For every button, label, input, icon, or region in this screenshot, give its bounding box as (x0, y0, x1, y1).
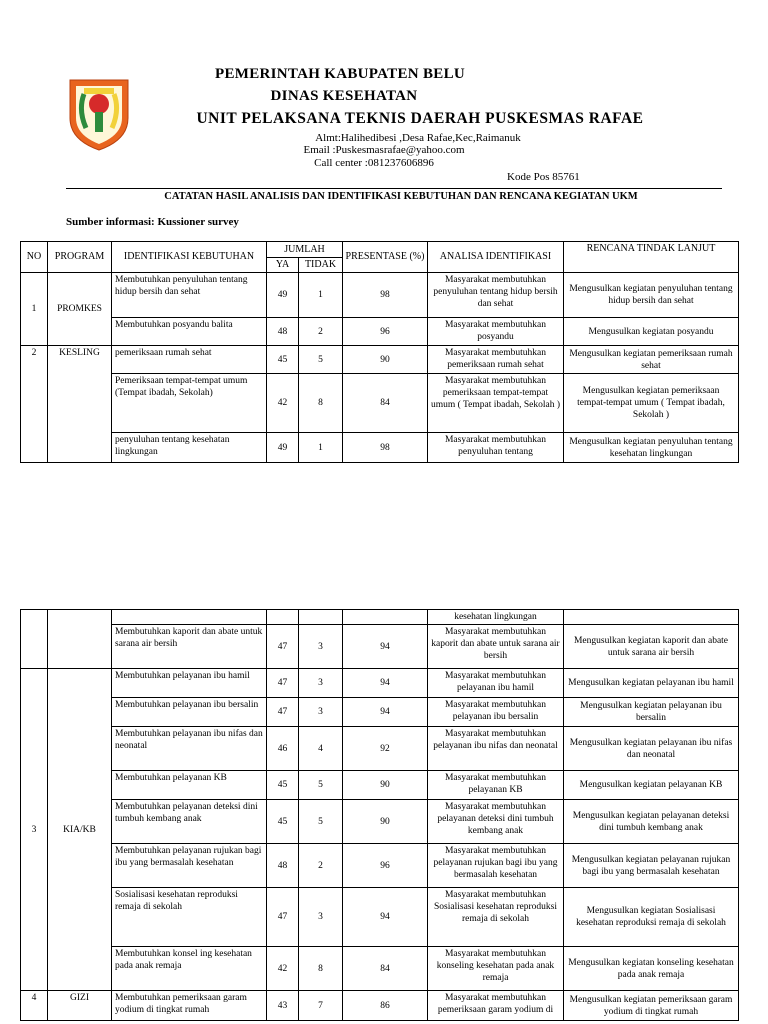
cell-program: KESLING (48, 346, 112, 463)
cell-tidak: 1 (299, 433, 343, 463)
cell-analisa: Masyarakat membutuhkan pelayanan rujukan bagi ibu yang bermasalah kesehatan (428, 844, 564, 888)
cell-analisa: Masyarakat membutuhkan Sosialisasi kesehatan reproduksi remaja di sekolah (428, 888, 564, 947)
cell-analisa: Masyarakat membutuhkan konseling kesehatan pada anak remaja (428, 947, 564, 991)
col-header-ya: YA (267, 258, 299, 273)
cell-identifikasi: Membutuhkan pelayanan ibu hamil (112, 669, 267, 698)
col-header-identifikasi: IDENTIFIKASI KEBUTUHAN (112, 242, 267, 273)
col-header-program: PROGRAM (48, 242, 112, 273)
cell-presentase: 86 (343, 991, 428, 1021)
table-row (21, 727, 739, 771)
cell-identifikasi: Membutuhkan pemeriksaan garam yodium di tingkat rumah (112, 991, 267, 1021)
cell-presentase: 84 (343, 947, 428, 991)
cell-tidak: 3 (299, 625, 343, 669)
cell-program: PROMKES (48, 273, 112, 346)
cell-ya: 49 (267, 433, 299, 463)
cell-presentase: 84 (343, 374, 428, 433)
cell-presentase: 96 (343, 318, 428, 346)
document-title: CATATAN HASIL ANALISIS DAN IDENTIFIKASI KEBUTUHAN DAN RENCANA KEGIATAN UKM (164, 191, 638, 202)
cell-tidak: 5 (299, 346, 343, 374)
cell-identifikasi: Pemeriksaan tempat-tempat umum (Tempat ibadah, Sekolah) (112, 374, 267, 433)
cell-analisa: kesehatan lingkungan (428, 610, 564, 625)
cell-tidak: 3 (299, 888, 343, 947)
table-row (21, 888, 739, 947)
cell-identifikasi: Membutuhkan posyandu balita (112, 318, 267, 346)
cell-presentase: 98 (343, 433, 428, 463)
cell-tidak: 4 (299, 727, 343, 771)
cell-ya: 43 (267, 991, 299, 1021)
cell-identifikasi: Membutuhkan pelayanan rujukan bagi ibu yang bermasalah kesehatan (112, 844, 267, 888)
cell-ya: 42 (267, 374, 299, 433)
cell-presentase: 92 (343, 727, 428, 771)
header-divider (66, 188, 722, 189)
cell-identifikasi: Membutuhkan kaporit dan abate untuk sarana air bersih (112, 625, 267, 669)
table-row (21, 771, 739, 800)
cell-ya: 47 (267, 698, 299, 727)
header-call-center: Call center :081237606896 (314, 157, 434, 169)
cell-rencana: Mengusulkan kegiatan penyuluhan tentang hidup bersih dan sehat (564, 273, 739, 318)
cell-no: 3 (21, 669, 48, 991)
cell-analisa: Masyarakat membutuhkan penyuluhan tentang hidup bersih dan sehat (428, 273, 564, 318)
cell-ya: 47 (267, 669, 299, 698)
cell-presentase: 90 (343, 800, 428, 844)
cell-rencana: Mengusulkan kegiatan penyuluhan tentang kesehatan lingkungan (564, 433, 739, 463)
header-government: PEMERINTAH KABUPATEN BELU (214, 66, 466, 82)
cell-rencana: Mengusulkan kegiatan pemeriksaan tempat-tempat umum ( Tempat ibadah, Sekolah ) (564, 374, 739, 433)
table-row (21, 991, 739, 1021)
table-row (21, 273, 739, 318)
cell-no: 2 (21, 346, 48, 463)
cell-no: 4 (21, 991, 48, 1021)
cell-program: KIA/KB (48, 669, 112, 991)
table-row (21, 346, 739, 374)
cell-identifikasi: Membutuhkan pelayanan deteksi dini tumbuh kembang anak (112, 800, 267, 844)
cell-rencana: Mengusulkan kegiatan kaporit dan abate untuk sarana air bersih (564, 625, 739, 669)
analysis-table-page-1 (20, 241, 739, 463)
col-header-rencana: RENCANA TINDAK LANJUT (564, 242, 739, 273)
cell-identifikasi: pemeriksaan rumah sehat (112, 346, 267, 374)
cell-analisa: Masyarakat membutuhkan posyandu (428, 318, 564, 346)
cell-tidak: 1 (299, 273, 343, 318)
cell-rencana: Mengusulkan kegiatan pelayanan ibu bersalin (564, 698, 739, 727)
cell-program: GIZI (48, 991, 112, 1021)
cell-tidak: 7 (299, 991, 343, 1021)
cell-analisa: Masyarakat membutuhkan pemeriksaan rumah sehat (428, 346, 564, 374)
cell-tidak: 8 (299, 374, 343, 433)
table-row (21, 698, 739, 727)
cell-tidak: 8 (299, 947, 343, 991)
cell-no: 1 (21, 273, 48, 346)
col-header-jumlah: JUMLAH (267, 242, 343, 258)
table-row (21, 625, 739, 669)
analysis-table-page-2 (20, 609, 739, 1021)
cell-rencana: Mengusulkan kegiatan posyandu (564, 318, 739, 346)
cell-analisa: Masyarakat membutuhkan pelayanan KB (428, 771, 564, 800)
cell-presentase: 98 (343, 273, 428, 318)
cell-rencana: Mengusulkan kegiatan pelayanan deteksi dini tumbuh kembang anak (564, 800, 739, 844)
cell-analisa: Masyarakat membutuhkan kaporit dan abate untuk sarana air bersih (428, 625, 564, 669)
cell-presentase: 94 (343, 625, 428, 669)
cell-presentase: 96 (343, 844, 428, 888)
cell-analisa: Masyarakat membutuhkan pelayanan ibu hamil (428, 669, 564, 698)
cell-ya: 47 (267, 888, 299, 947)
cell-ya: 46 (267, 727, 299, 771)
cell-identifikasi: Membutuhkan pelayanan ibu bersalin (112, 698, 267, 727)
cell-identifikasi: penyuluhan tentang kesehatan lingkungan (112, 433, 267, 463)
col-header-analisa: ANALISA IDENTIFIKASI (428, 242, 564, 273)
cell-presentase: 94 (343, 698, 428, 727)
table-row (21, 318, 739, 346)
cell-analisa: Masyarakat membutuhkan pelayanan deteksi dini tumbuh kembang anak (428, 800, 564, 844)
table-row (21, 669, 739, 698)
cell-analisa: Masyarakat membutuhkan pemeriksaan tempat-tempat umum ( Tempat ibadah, Sekolah ) (428, 374, 564, 433)
table-row (21, 800, 739, 844)
cell-rencana: Mengusulkan kegiatan konseling kesehatan pada anak remaja (564, 947, 739, 991)
cell-rencana: Mengusulkan kegiatan pelayanan ibu hamil (564, 669, 739, 698)
table-row (21, 433, 739, 463)
table-row-continuation (21, 610, 739, 625)
cell-identifikasi: Membutuhkan konsel ing kesehatan pada anak remaja (112, 947, 267, 991)
cell-tidak: 3 (299, 698, 343, 727)
cell-rencana: Mengusulkan kegiatan pelayanan rujukan bagi ibu yang bermasalah kesehatan (564, 844, 739, 888)
col-header-tidak: TIDAK (299, 258, 343, 273)
cell-analisa: Masyarakat membutuhkan pelayanan ibu bersalin (428, 698, 564, 727)
cell-presentase: 94 (343, 669, 428, 698)
col-header-presentase: PRESENTASE (%) (343, 242, 428, 273)
cell-tidak: 5 (299, 771, 343, 800)
cell-no (21, 610, 48, 669)
cell-rencana: Mengusulkan kegiatan pelayanan ibu nifas dan neonatal (564, 727, 739, 771)
header-unit: UNIT PELAKSANA TEKNIS DAERAH PUSKESMAS RAFAE (196, 110, 644, 127)
cell-rencana: Mengusulkan kegiatan pemeriksaan garam yodium di tingkat rumah (564, 991, 739, 1021)
table-row (21, 947, 739, 991)
cell-ya: 42 (267, 947, 299, 991)
cell-presentase: 90 (343, 771, 428, 800)
cell-presentase: 90 (343, 346, 428, 374)
cell-identifikasi: Membutuhkan penyuluhan tentang hidup bersih dan sehat (112, 273, 267, 318)
cell-ya: 49 (267, 273, 299, 318)
cell-rencana: Mengusulkan kegiatan pemeriksaan rumah sehat (564, 346, 739, 374)
cell-analisa: Masyarakat membutuhkan penyuluhan tentang (428, 433, 564, 463)
cell-ya: 45 (267, 346, 299, 374)
cell-program (48, 610, 112, 669)
table-row (21, 844, 739, 888)
cell-rencana: Mengusulkan kegiatan Sosialisasi kesehatan reproduksi remaja di sekolah (564, 888, 739, 947)
cell-ya: 47 (267, 625, 299, 669)
cell-analisa: Masyarakat membutuhkan pelayanan ibu nifas dan neonatal (428, 727, 564, 771)
header-address: Almt:Halihedibesi ,Desa Rafae,Kec,Raimanuk (315, 132, 521, 144)
col-header-no: NO (21, 242, 48, 273)
cell-tidak: 3 (299, 669, 343, 698)
cell-tidak: 5 (299, 800, 343, 844)
cell-analisa: Masyarakat membutuhkan pemeriksaan garam yodium di (428, 991, 564, 1021)
cell-identifikasi: Membutuhkan pelayanan ibu nifas dan neonatal (112, 727, 267, 771)
source-info: Sumber informasi: Kussioner survey (66, 216, 239, 228)
cell-ya: 45 (267, 771, 299, 800)
cell-tidak: 2 (299, 844, 343, 888)
cell-ya: 48 (267, 844, 299, 888)
cell-rencana: Mengusulkan kegiatan pelayanan KB (564, 771, 739, 800)
cell-presentase: 94 (343, 888, 428, 947)
header-postal-code: Kode Pos 85761 (507, 171, 580, 183)
cell-identifikasi: Sosialisasi kesehatan reproduksi remaja di sekolah (112, 888, 267, 947)
cell-identifikasi: Membutuhkan pelayanan KB (112, 771, 267, 800)
table-row (21, 374, 739, 433)
cell-ya: 45 (267, 800, 299, 844)
cell-ya: 48 (267, 318, 299, 346)
header-email: Email :Puskesmasrafae@yahoo.com (303, 144, 465, 156)
header-department: DINAS KESEHATAN (270, 88, 418, 104)
cell-tidak: 2 (299, 318, 343, 346)
